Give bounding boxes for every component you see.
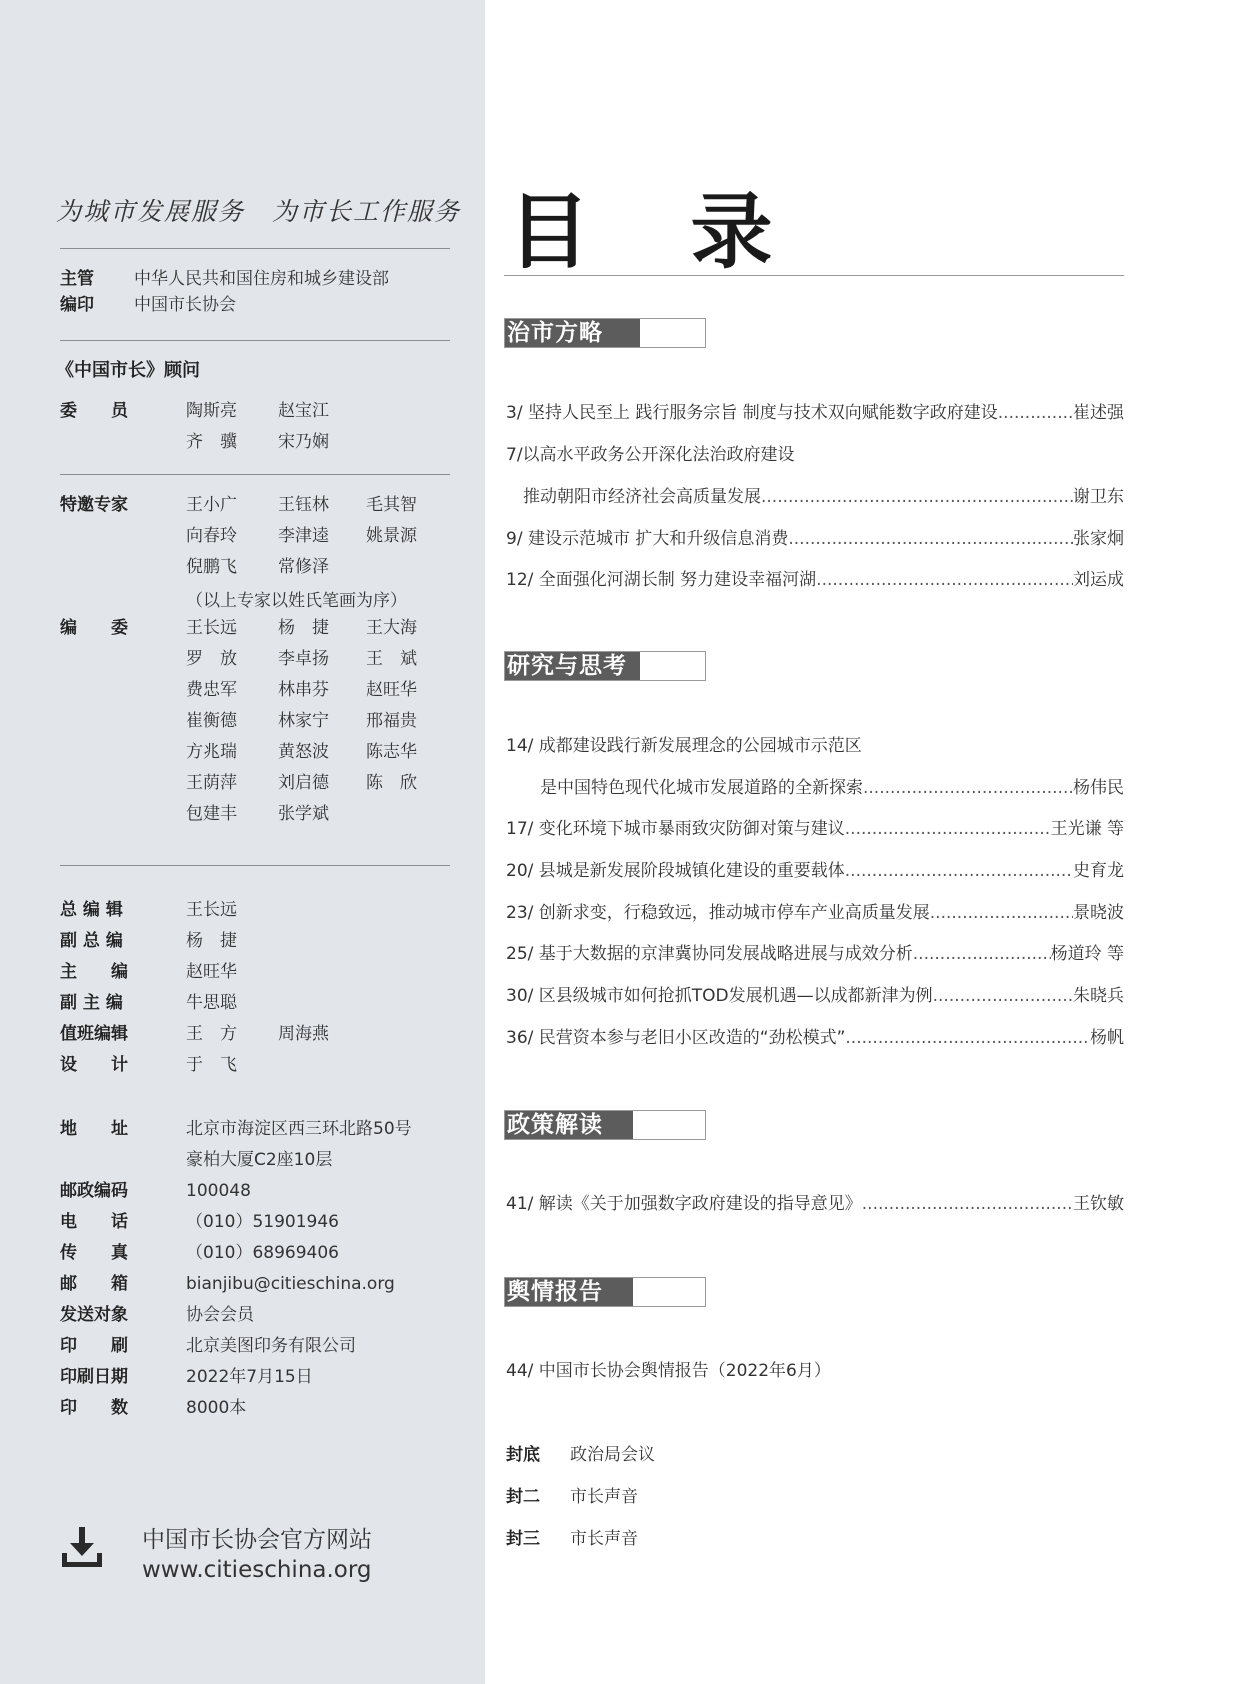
toc-entry[interactable] — [506, 442, 1124, 468]
staff-label: 副 主 编 — [60, 993, 123, 1013]
leader-dots — [816, 567, 1073, 593]
advisor-heading: 《中国市长》顾问 — [56, 360, 200, 381]
toc-entry-author: 杨道玲 等 — [1050, 944, 1124, 964]
section-heading-label: 舆情报告 — [507, 1279, 603, 1305]
section-heading — [504, 651, 706, 681]
section-heading — [504, 1277, 706, 1307]
masthead-panel — [0, 0, 485, 1684]
leader-dots — [788, 526, 1073, 552]
committee-label: 委 员 — [60, 401, 128, 421]
contact-label: 传 真 — [60, 1243, 128, 1263]
toc-entry-title: 20/ 县城是新发展阶段城镇化建设的重要载体 — [506, 861, 845, 881]
contact-value: 8000本 — [186, 1398, 247, 1418]
staff-label: 总 编 辑 — [60, 900, 123, 920]
editor-name: 陈 欣 — [366, 773, 417, 793]
leader-dots — [845, 858, 1073, 884]
toc-entry-author: 刘运成 — [1073, 570, 1124, 590]
committee-member: 齐 骥 — [186, 432, 237, 452]
toc-entry[interactable] — [506, 484, 1124, 510]
toc-entry-title: 23/ 创新求变，行稳致远，推动城市停车产业高质量发展 — [506, 903, 930, 923]
contact-value: 北京美图印务有限公司 — [186, 1336, 356, 1356]
toc-entry[interactable] — [506, 775, 1124, 801]
cover-value: 市长声音 — [570, 1529, 638, 1549]
toc-entry[interactable] — [506, 1358, 1124, 1384]
publisher-value: 中华人民共和国住房和城乡建设部 — [134, 269, 389, 289]
editor-name: 陈志华 — [366, 742, 417, 762]
leader-dots — [998, 400, 1073, 426]
leader-dots — [845, 1025, 1090, 1051]
contact-value: （010）68969406 — [186, 1243, 339, 1263]
leader-dots — [863, 775, 1073, 801]
section-heading-label: 政策解读 — [507, 1112, 603, 1138]
divider — [60, 865, 450, 866]
editor-name: 王荫萍 — [186, 773, 237, 793]
contact-label: 邮政编码 — [60, 1181, 128, 1201]
contact-value: （010）51901946 — [186, 1212, 339, 1232]
editor-name: 林家宁 — [278, 711, 329, 731]
experts-label: 特邀专家 — [60, 495, 128, 515]
editor-name: 林串芬 — [278, 680, 329, 700]
toc-title: 目 录 — [508, 185, 809, 280]
committee-member: 宋乃娴 — [278, 432, 329, 452]
experts-note: （以上专家以姓氏笔画为序） — [186, 591, 407, 611]
publisher-label: 主管 — [60, 269, 94, 289]
committee-member: 陶斯亮 — [186, 401, 237, 421]
leader-dots — [862, 1191, 1073, 1217]
cover-value: 政治局会议 — [570, 1445, 655, 1465]
staff-label: 值班编辑 — [60, 1024, 128, 1044]
expert-name: 向春玲 — [186, 526, 237, 546]
website-url[interactable]: www.citieschina.org — [142, 1557, 372, 1583]
divider — [60, 248, 450, 249]
toc-entry[interactable] — [506, 816, 1124, 842]
expert-name: 李津逵 — [278, 526, 329, 546]
toc-entry[interactable] — [506, 900, 1124, 926]
contact-label: 印 数 — [60, 1398, 128, 1418]
toc-entry-title: 14/ 成都建设践行新发展理念的公园城市示范区 — [506, 736, 862, 756]
toc-entry-author: 杨帆 — [1090, 1028, 1124, 1048]
toc-entry[interactable] — [506, 983, 1124, 1009]
toc-entry-title: 41/ 解读《关于加强数字政府建设的指导意见》 — [506, 1194, 862, 1214]
editor-name: 黄怒波 — [278, 742, 329, 762]
leader-dots — [845, 816, 1051, 842]
website-block — [142, 1525, 372, 1585]
publisher-label: 编印 — [60, 295, 94, 315]
staff-value: 于 飞 — [186, 1055, 237, 1075]
contact-value: 2022年7月15日 — [186, 1367, 313, 1387]
toc-entry-author: 崔述强 — [1073, 403, 1124, 423]
contact-value: 北京市海淀区西三环北路50号 — [186, 1119, 412, 1139]
toc-entry-title: 25/ 基于大数据的京津冀协同发展战略进展与成效分析 — [506, 944, 913, 964]
expert-name: 毛其智 — [366, 495, 417, 515]
editor-name: 李卓扬 — [278, 649, 329, 669]
expert-name: 王小广 — [186, 495, 237, 515]
contact-label: 邮 箱 — [60, 1274, 128, 1294]
editor-name: 崔衡德 — [186, 711, 237, 731]
staff-label: 设 计 — [60, 1055, 128, 1075]
leader-dots — [913, 941, 1051, 967]
toc-entry-title: 44/ 中国市长协会舆情报告（2022年6月） — [506, 1361, 831, 1381]
editor-name: 张学斌 — [278, 804, 329, 824]
leader-dots — [930, 900, 1073, 926]
toc-entry-title: 17/ 变化环境下城市暴雨致灾防御对策与建议 — [506, 819, 845, 839]
section-heading-label: 研究与思考 — [507, 653, 627, 679]
editor-name: 王 斌 — [366, 649, 417, 669]
toc-entry-title: 12/ 全面强化河湖长制 努力建设幸福河湖 — [506, 570, 817, 590]
section-heading-label: 治市方略 — [507, 320, 603, 346]
section-heading — [504, 1110, 706, 1140]
toc-entry-title: 是中国特色现代化城市发展道路的全新探索 — [506, 778, 863, 798]
staff-label: 副 总 编 — [60, 931, 123, 951]
divider — [60, 474, 450, 475]
staff-value: 赵旺华 — [186, 962, 237, 982]
staff-value: 王长远 — [186, 900, 237, 920]
toc-entry[interactable] — [506, 733, 1124, 759]
expert-name: 倪鹏飞 — [186, 557, 237, 577]
toc-entry-title: 9/ 建设示范城市 扩大和升级信息消费 — [506, 529, 789, 549]
toc-entry-author: 杨伟民 — [1073, 778, 1124, 798]
contact-value: 协会会员 — [186, 1305, 254, 1325]
leader-dots — [933, 983, 1073, 1009]
cover-label: 封三 — [506, 1529, 540, 1549]
toc-entry-title: 3/ 坚持人民至上 践行服务宗旨 制度与技术双向赋能数字政府建设 — [506, 403, 998, 423]
staff-value: 周海燕 — [278, 1024, 329, 1044]
toc-entry[interactable] — [506, 400, 1124, 426]
section-heading — [504, 318, 706, 348]
slogan: 为城市发展服务 为市长工作服务 — [56, 197, 462, 226]
toc-entry[interactable] — [506, 858, 1124, 884]
contact-label: 地 址 — [60, 1119, 128, 1139]
editors-label: 编 委 — [60, 618, 128, 638]
cover-value: 市长声音 — [570, 1487, 638, 1507]
toc-entry[interactable] — [506, 941, 1124, 967]
toc-entry-author: 王光谦 等 — [1050, 819, 1124, 839]
download-icon — [60, 1525, 104, 1569]
contact-label: 印刷日期 — [60, 1367, 128, 1387]
editor-name: 方兆瑞 — [186, 742, 237, 762]
staff-value: 杨 捷 — [186, 931, 237, 951]
toc-entry[interactable] — [506, 526, 1124, 552]
toc-entry[interactable] — [506, 567, 1124, 593]
editor-name: 邢福贵 — [366, 711, 417, 731]
expert-name: 王钰林 — [278, 495, 329, 515]
website-name: 中国市长协会官方网站 — [142, 1527, 372, 1553]
toc-entry-author: 谢卫东 — [1073, 487, 1124, 507]
editor-name: 王大海 — [366, 618, 417, 638]
contact-value: 100048 — [186, 1181, 251, 1201]
cover-label: 封二 — [506, 1487, 540, 1507]
editor-name: 费忠军 — [186, 680, 237, 700]
publisher-value: 中国市长协会 — [134, 295, 236, 315]
contact-value: bianjibu@citieschina.org — [186, 1274, 395, 1294]
divider — [60, 340, 450, 341]
toc-entry[interactable] — [506, 1191, 1124, 1217]
editor-name: 杨 捷 — [278, 618, 329, 638]
contact-value: 豪柏大厦C2座10层 — [186, 1150, 333, 1170]
toc-entry-title: 30/ 区县级城市如何抢抓TOD发展机遇—以成都新津为例 — [506, 986, 933, 1006]
editor-name: 赵旺华 — [366, 680, 417, 700]
toc-entry-title: 36/ 民营资本参与老旧小区改造的“劲松模式” — [506, 1028, 846, 1048]
toc-entry-author: 景晓波 — [1073, 903, 1124, 923]
toc-entry-title: 7/以高水平政务公开深化法治政府建设 — [506, 445, 795, 465]
toc-entry[interactable] — [506, 1025, 1124, 1051]
expert-name: 常修泽 — [278, 557, 329, 577]
staff-value: 牛思聪 — [186, 993, 237, 1013]
committee-member: 赵宝江 — [278, 401, 329, 421]
editor-name: 王长远 — [186, 618, 237, 638]
toc-entry-title: 推动朝阳市经济社会高质量发展 — [506, 487, 761, 507]
toc-entry-author: 王钦敏 — [1073, 1194, 1124, 1214]
editor-name: 包建丰 — [186, 804, 237, 824]
divider — [504, 275, 1124, 276]
leader-dots — [761, 484, 1073, 510]
toc-entry-author: 朱晓兵 — [1073, 986, 1124, 1006]
staff-value: 王 方 — [186, 1024, 237, 1044]
toc-entry-author: 史育龙 — [1073, 861, 1124, 881]
expert-name: 姚景源 — [366, 526, 417, 546]
editor-name: 罗 放 — [186, 649, 237, 669]
toc-entry-author: 张家炯 — [1073, 529, 1124, 549]
contact-label: 发送对象 — [60, 1305, 128, 1325]
contact-label: 电 话 — [60, 1212, 128, 1232]
editor-name: 刘启德 — [278, 773, 329, 793]
contact-label: 印 刷 — [60, 1336, 128, 1356]
cover-label: 封底 — [506, 1445, 540, 1465]
staff-label: 主 编 — [60, 962, 128, 982]
